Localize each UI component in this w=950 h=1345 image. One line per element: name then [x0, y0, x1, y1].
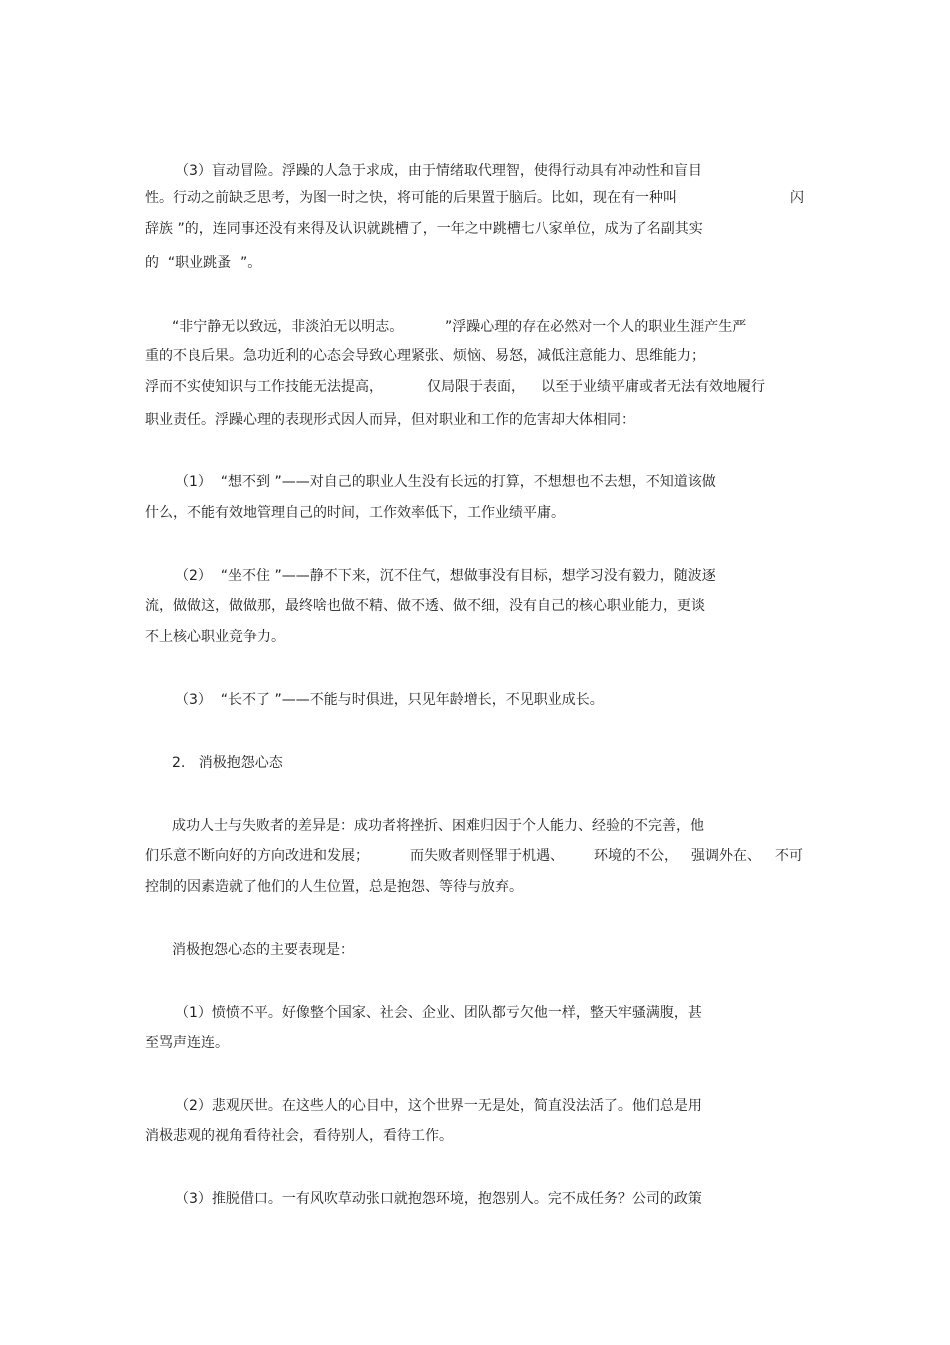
text-line: 至骂声连连。: [145, 1035, 229, 1051]
text-line: （2）悲观厌世。在这些人的心目中，这个世界一无是处，简直没法活了。他们总是用: [175, 1098, 702, 1114]
text-line: 环境的不公，: [594, 848, 678, 864]
text-line: 消极悲观的视角看待社会，看待别人，看待工作。: [145, 1128, 453, 1144]
text-line: 职业责任。浮躁心理的表现形式因人而异，但对职业和工作的危害却大体相同：: [145, 412, 635, 428]
text-line: 辞族 ”的，连同事还没有来得及认识就跳槽了，一年之中跳槽七八家单位，成为了名副其实: [145, 221, 703, 237]
text-line: 闪: [790, 190, 804, 206]
text-line: 不可: [775, 848, 803, 864]
text-line: （3）盲动冒险。浮躁的人急于求成，由于情绪取代理智，使得行动具有冲动性和盲目: [175, 163, 702, 179]
section-heading: 2. 消极抱怨心态: [172, 755, 283, 771]
text-line: 们乐意不断向好的方向改进和发展；: [145, 848, 369, 864]
text-line: （3） “长不了 ”——不能与时俱进，只见年龄增长，不见职业成长。: [175, 692, 604, 708]
text-line: 强调外在、: [691, 848, 761, 864]
text-line: （1）愤愤不平。好像整个国家、社会、企业、团队都亏欠他一样，整天牢骚满腹，甚: [175, 1005, 702, 1021]
text-line: 成功人士与失败者的差异是：成功者将挫折、困难归因于个人能力、经验的不完善，他: [172, 818, 704, 834]
text-line: 什么，不能有效地管理自己的时间，工作效率低下，工作业绩平庸。: [145, 505, 565, 521]
text-line: 不上核心职业竞争力。: [145, 629, 285, 645]
text-line: 重的不良后果。急功近利的心态会导致心理紧张、烦恼、易怒，减低注意能力、思维能力；: [145, 348, 705, 364]
text-line: 性。行动之前缺乏思考，为图一时之快，将可能的后果置于脑后。比如，现在有一种叫: [145, 190, 677, 206]
text-line: 而失败者则怪罪于机遇、: [410, 848, 564, 864]
text-line: 以至于业绩平庸或者无法有效地履行: [541, 379, 765, 395]
text-line: 消极抱怨心态的主要表现是：: [172, 942, 354, 958]
text-line: ”浮躁心理的存在必然对一个人的职业生涯产生严: [445, 319, 747, 335]
text-line: “非宁静无以致远，非淡泊无以明志。: [172, 319, 404, 335]
text-line: （1） “想不到 ”——对自己的职业人生没有长远的打算，不想想也不去想，不知道该做: [175, 474, 716, 490]
text-line: （3）推脱借口。一有风吹草动张口就抱怨环境，抱怨别人。完不成任务？公司的政策: [175, 1191, 702, 1207]
text-line: 流，做做这，做做那，最终啥也做不精、做不透、做不细，没有自己的核心职业能力，更谈: [145, 598, 705, 614]
text-line: （2） “坐不住 ”——静不下来，沉不住气，想做事没有目标，想学习没有毅力，随波逐: [175, 568, 716, 584]
text-line: 的 “职业跳蚤 ”。: [145, 255, 262, 271]
text-line: 控制的因素造就了他们的人生位置，总是抱怨、等待与放弃。: [145, 879, 523, 895]
text-line: 浮而不实使知识与工作技能无法提高，: [145, 379, 383, 395]
text-line: 仅局限于表面，: [427, 379, 525, 395]
